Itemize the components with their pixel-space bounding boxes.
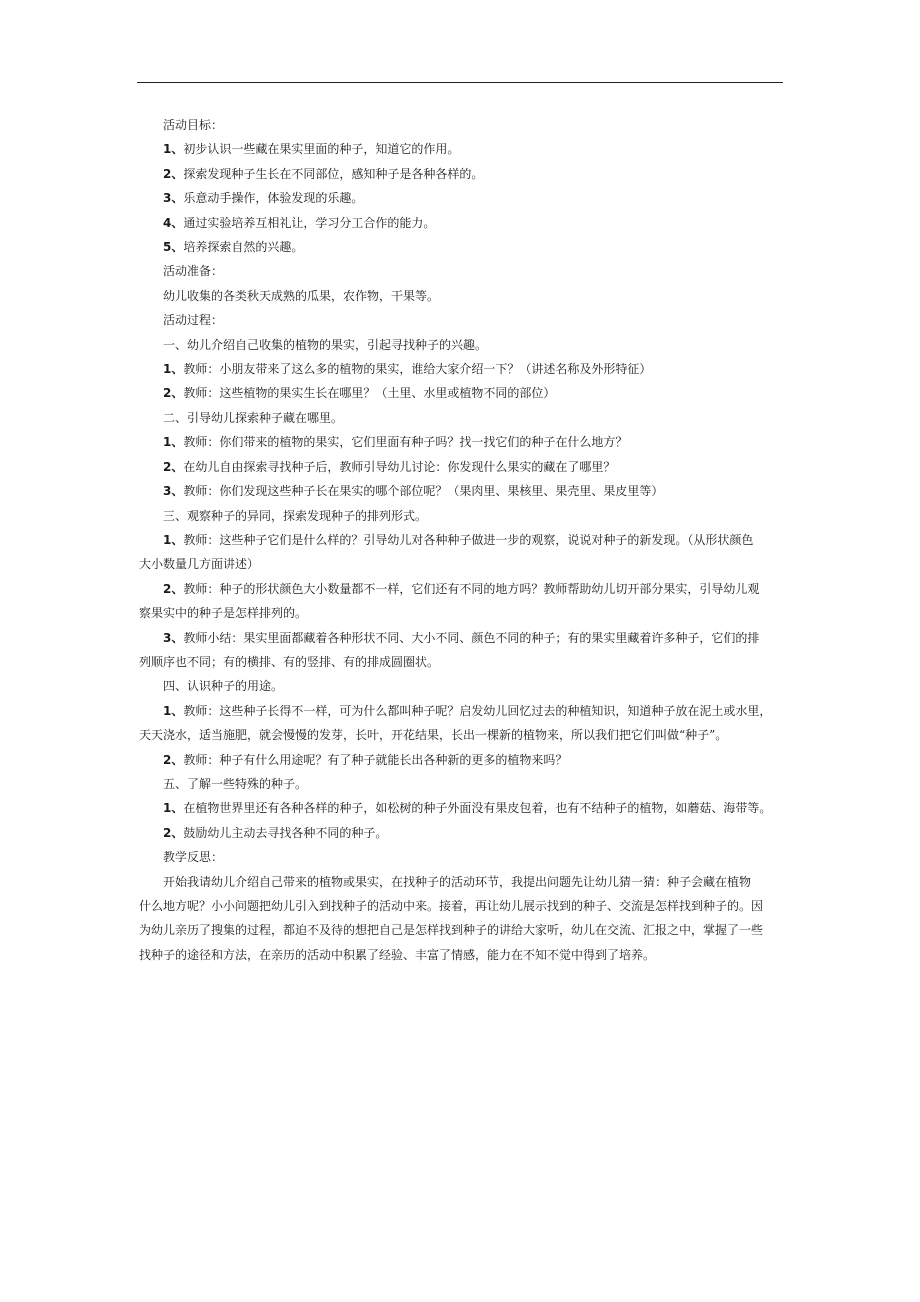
step-title: 五、了解一些特殊的种子。 <box>163 776 308 791</box>
step-item-continued: 大小数量几方面讲述） <box>139 557 260 572</box>
goal-item: 5、培养探索自然的兴趣。 <box>163 240 304 255</box>
step-item: 1、教师：这些种子它们是什么样的？引导幼儿对各种种子做进一步的观察，说说对种子的新发现。（从形状颜色 <box>163 532 754 547</box>
step-item: 2、教师：这些植物的果实生长在哪里？（土里、水里或植物不同的部位） <box>163 386 556 401</box>
step-item: 2、教师：种子有什么用途呢？有了种子就能长出各种新的更多的植物来吗？ <box>163 752 568 767</box>
reflection-line: 找种子的途径和方法，在亲历的活动中积累了经验、丰富了情感，能力在不知不觉中得到了培养。 <box>139 947 656 962</box>
reflection-line: 什么地方呢？小小问题把幼儿引入到找种子的活动中来。接着，再让幼儿展示找到的种子、交流是怎样找到种子的。因 <box>139 899 764 913</box>
step-item-continued: 列顺序也不同；有的横排、有的竖排、有的排成圆圈状。 <box>139 654 440 669</box>
goal-item: 4、通过实验培养互相礼让，学习分工合作的能力。 <box>163 215 436 230</box>
step-item: 2、教师：种子的形状颜色大小数量都不一样，它们还有不同的地方吗？教师帮助幼儿切开部分果实，引导幼儿观 <box>163 581 760 596</box>
document-body <box>139 113 785 967</box>
reflection-line: 为幼儿亲历了搜集的过程，都迫不及待的想把自己是怎样找到种子的讲给大家听，幼儿在交流、汇报之中，掌握了一些 <box>139 923 764 938</box>
goal-item: 1、初步认识一些藏在果实里面的种子，知道它的作用。 <box>163 142 460 157</box>
reflection-heading: 教学反思： <box>163 850 224 865</box>
step-item: 1、在植物世界里还有各种各样的种子，如松树的种子外面没有果皮包着，也有不结种子的植物，如蘑菇、海带等。 <box>163 801 772 816</box>
step-item: 2、在幼儿自由探索寻找种子后，教师引导幼儿讨论：你发现什么果实的藏在了哪里？ <box>163 459 616 474</box>
step-item-continued: 天天浇水，适当施肥，就会慢慢的发芽，长叶，开花结果，长出一棵新的植物来，所以我们把它们叫做“种子”。 <box>139 728 728 743</box>
process-heading: 活动过程： <box>163 313 224 328</box>
goal-item: 2、探索发现种子生长在不同部位，感知种子是各种各样的。 <box>163 166 484 181</box>
prep-text: 幼儿收集的各类秋天成熟的瓜果，农作物，干果等。 <box>163 288 440 303</box>
step-item: 3、教师：你们发现这些种子长在果实的哪个部位呢？（果肉里、果核里、果壳里、果皮里等） <box>163 484 664 499</box>
step-item: 3、教师小结：果实里面都藏着各种形状不同、大小不同、颜色不同的种子；有的果实里藏着许多种子，它们的排 <box>163 630 760 645</box>
reflection-line: 开始我请幼儿介绍自己带来的植物或果实，在找种子的活动环节，我提出问题先让幼儿猜一猜：种子会藏在植物 <box>163 874 752 889</box>
prep-heading: 活动准备： <box>163 264 224 279</box>
step-item: 2、鼓励幼儿主动去寻找各种不同的种子。 <box>163 825 388 840</box>
step-item: 1、教师：小朋友带来了这么多的植物的果实，谁给大家介绍一下？（讲述名称及外形特征） <box>163 362 652 377</box>
header-rule <box>137 82 783 83</box>
step-title: 二、引导幼儿探索种子藏在哪里。 <box>163 410 344 425</box>
goal-item: 3、乐意动手操作，体验发现的乐趣。 <box>163 191 364 206</box>
step-item: 1、教师：这些种子长得不一样，可为什么都叫种子呢？启发幼儿回忆过去的种植知识，知道种子放在泥土或水里， <box>163 703 772 718</box>
step-item: 1、教师：你们带来的植物的果实，它们里面有种子吗？找一找它们的种子在什么地方？ <box>163 435 628 450</box>
goal-heading: 活动目标： <box>163 118 224 132</box>
step-title: 四、认识种子的用途。 <box>163 679 284 694</box>
step-title: 三、观察种子的异同，探索发现种子的排列形式。 <box>163 508 428 523</box>
step-item-continued: 察果实中的种子是怎样排列的。 <box>139 606 308 621</box>
step-title: 一、幼儿介绍自己收集的植物的果实，引起寻找种子的兴趣。 <box>163 337 488 352</box>
